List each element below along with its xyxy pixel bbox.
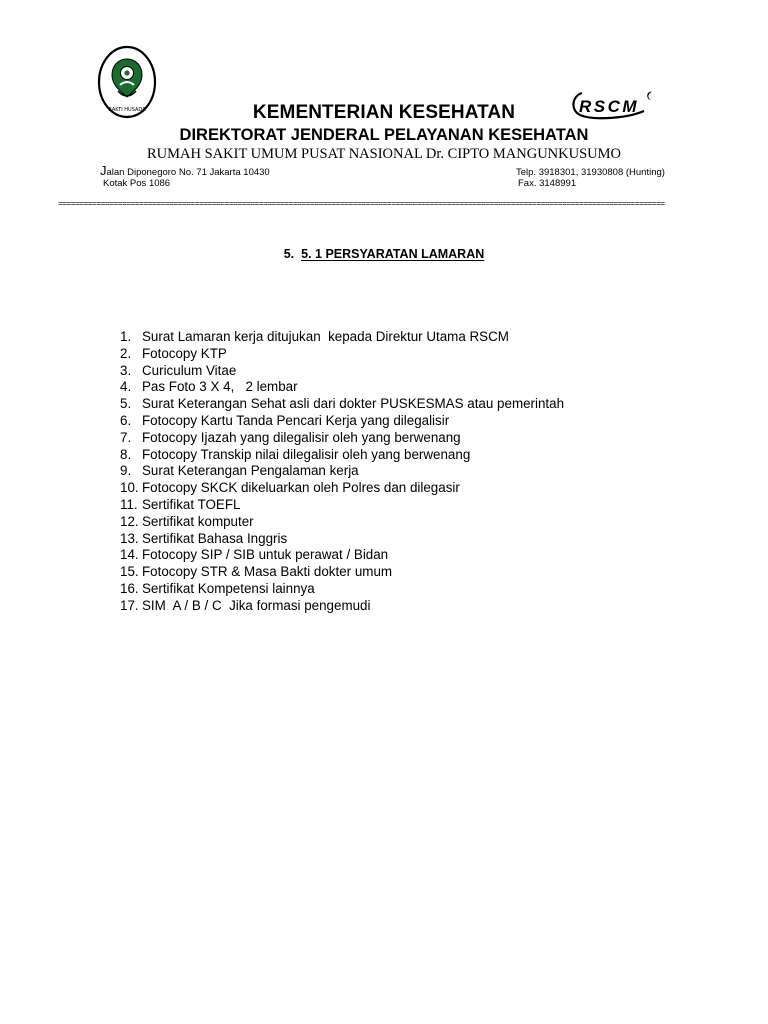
requirements-list <box>120 329 564 615</box>
list-item-text: Fotocopy Transkip nilai dilegalisir oleh yang berwenang <box>142 446 471 462</box>
list-item-number: 17. <box>120 597 139 613</box>
fax-number: Fax. 3148991 <box>518 178 577 189</box>
header-divider: ============================================================================================================================================== <box>58 199 665 208</box>
street-address-rest: alan Diponegoro No. 71 Jakarta 10430 <box>106 167 270 178</box>
list-item <box>120 463 564 480</box>
list-item <box>120 581 564 598</box>
list-item-text: Pas Foto 3 X 4, 2 lembar <box>142 379 298 395</box>
list-item-number: 7. <box>120 429 132 445</box>
list-item <box>120 531 564 548</box>
list-item-text: Fotocopy STR & Masa Bakti dokter umum <box>142 564 393 580</box>
list-item-number: 16. <box>120 580 139 596</box>
list-item <box>120 547 564 564</box>
list-item-number: 10. <box>120 480 139 496</box>
list-item-text: Surat Keterangan Pengalaman kerja <box>142 463 359 479</box>
list-item-number: 11. <box>120 496 138 512</box>
list-item-text: Sertifikat Kompetensi lainnya <box>142 580 315 596</box>
list-item <box>120 363 564 380</box>
list-item-text: Sertifikat komputer <box>142 513 254 529</box>
list-item-text: Sertifikat TOEFL <box>142 496 241 512</box>
street-address <box>100 165 270 179</box>
list-item-number: 2. <box>120 345 132 361</box>
section-number: 5. <box>283 247 295 261</box>
list-item <box>120 497 564 514</box>
list-item-text: Fotocopy SIP / SIB untuk perawat / Bidan <box>142 547 389 563</box>
list-item <box>120 329 564 346</box>
list-item <box>120 447 564 464</box>
list-item <box>120 598 564 615</box>
list-item-number: 1. <box>120 329 132 344</box>
list-item-text: Sertifikat Bahasa Inggris <box>142 530 288 546</box>
list-item <box>120 480 564 497</box>
list-item-number: 3. <box>120 362 132 378</box>
list-item-number: 6. <box>120 412 132 428</box>
hospital-name: RUMAH SAKIT UMUM PUSAT NASIONAL Dr. CIPTO MANGUNKUSUMO <box>147 146 621 162</box>
section-title: 5. 1 PERSYARATAN LAMARAN <box>301 247 485 261</box>
list-item-number: 14. <box>120 547 139 563</box>
list-item-number: 15. <box>120 564 139 580</box>
list-item-number: 12. <box>120 513 139 529</box>
list-item <box>120 564 564 581</box>
list-item-text: Surat Lamaran kerja ditujukan kepada Direktur Utama RSCM <box>142 329 509 344</box>
rscm-logo-text: RSCM <box>579 97 640 116</box>
list-item <box>120 396 564 413</box>
directorate-name: DIREKTORAT JENDERAL PELAYANAN KESEHATAN <box>179 126 589 144</box>
phone-numbers: Telp. 3918301, 31930808 (Hunting) <box>516 167 665 178</box>
ministry-name: KEMENTERIAN KESEHATAN <box>252 102 516 123</box>
list-item-text: Fotocopy Ijazah yang dilegalisir oleh yang berwenang <box>142 429 461 445</box>
list-item-text: SIM A / B / C Jika formasi pengemudi <box>142 597 371 613</box>
list-item-text: Fotocopy SKCK dikeluarkan oleh Polres dan dilegasir <box>142 480 460 496</box>
list-item-text: Surat Keterangan Sehat asli dari dokter PUSKESMAS atau pemerintah <box>142 396 565 412</box>
list-item <box>120 346 564 363</box>
list-item <box>120 514 564 531</box>
po-box: Kotak Pos 1086 <box>103 178 171 189</box>
list-item-text: Fotocopy Kartu Tanda Pencari Kerja yang dilegalisir <box>142 412 450 428</box>
list-item <box>120 379 564 396</box>
list-item <box>120 413 564 430</box>
emblem-caption: BAKTI HUSADA <box>108 107 146 113</box>
list-item <box>120 430 564 447</box>
section-heading <box>0 245 768 263</box>
list-item-number: 9. <box>120 463 132 479</box>
list-item-text: Curiculum Vitae <box>142 362 237 378</box>
list-item-number: 8. <box>120 446 132 462</box>
list-item-number: 4. <box>120 379 132 395</box>
list-item-number: 13. <box>120 530 139 546</box>
list-item-text: Fotocopy KTP <box>142 345 227 361</box>
list-item-number: 5. <box>120 396 132 412</box>
street-address-initial: J <box>100 163 107 178</box>
